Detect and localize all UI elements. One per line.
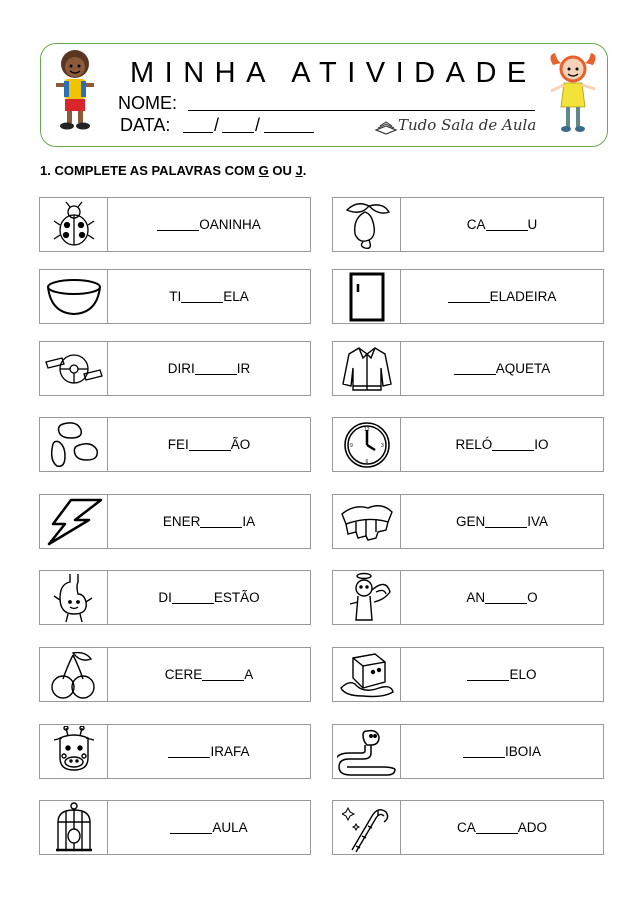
- giraffe-icon: [40, 725, 108, 778]
- word-fill: [108, 270, 310, 323]
- steering-wheel-icon: [40, 342, 108, 395]
- svg-text:9: 9: [349, 442, 353, 449]
- date-year-line[interactable]: [264, 132, 314, 133]
- svg-text:12: 12: [363, 426, 370, 433]
- blank-input[interactable]: [157, 218, 199, 231]
- cashew-icon: [333, 198, 401, 251]
- word-suffix: ESTÃO: [213, 590, 260, 605]
- blank-input[interactable]: [485, 591, 527, 604]
- word-suffix: AQUETA: [495, 361, 551, 376]
- word-card: [39, 800, 311, 855]
- date-separator: /: [255, 115, 261, 135]
- word-suffix: ELADEIRA: [489, 289, 557, 304]
- word-suffix: IR: [236, 361, 251, 376]
- word-card: [39, 494, 311, 549]
- fridge-icon: [333, 270, 401, 323]
- word-card: [332, 341, 604, 396]
- boy-illustration: [52, 47, 98, 131]
- cherries-icon: [40, 648, 108, 701]
- word-card: [332, 417, 604, 472]
- word-suffix: ADO: [517, 820, 548, 835]
- word-suffix: AULA: [212, 820, 248, 835]
- word-suffix: IVA: [527, 514, 549, 529]
- word-suffix: U: [527, 217, 538, 232]
- word-fill: [108, 418, 310, 471]
- date-day-line[interactable]: [183, 132, 213, 133]
- word-prefix: CA: [456, 820, 476, 835]
- blank-input[interactable]: [172, 591, 214, 604]
- word-suffix: IA: [242, 514, 256, 529]
- word-fill: [401, 342, 603, 395]
- word-fill: [108, 648, 310, 701]
- blank-input[interactable]: [189, 438, 231, 451]
- word-card: [39, 197, 311, 252]
- word-card: [332, 647, 604, 702]
- svg-text:6: 6: [365, 458, 368, 465]
- word-fill: [108, 725, 310, 778]
- word-fill: [108, 198, 310, 251]
- angel-icon: [333, 571, 401, 624]
- data-label: DATA:: [120, 115, 171, 135]
- beans-icon: [40, 418, 108, 471]
- blank-input[interactable]: [202, 668, 244, 681]
- word-suffix: A: [244, 667, 254, 682]
- word-card: [332, 800, 604, 855]
- word-card: [332, 724, 604, 779]
- blank-input[interactable]: [195, 362, 237, 375]
- blank-input[interactable]: [463, 745, 505, 758]
- birdcage-icon: [40, 801, 108, 854]
- blank-input[interactable]: [485, 515, 527, 528]
- stomach-icon: [40, 571, 108, 624]
- word-card: [39, 417, 311, 472]
- word-fill: [108, 342, 310, 395]
- letter-g: G: [258, 163, 269, 178]
- blank-input[interactable]: [492, 438, 534, 451]
- word-card: [332, 269, 604, 324]
- svg-text:3: 3: [380, 442, 384, 449]
- word-prefix: DI: [158, 590, 172, 605]
- word-card: [39, 341, 311, 396]
- word-fill: [401, 495, 603, 548]
- word-prefix: CERE: [164, 667, 203, 682]
- blank-input[interactable]: [448, 290, 490, 303]
- date-month-line[interactable]: [222, 132, 254, 133]
- candy-cane-icon: [333, 801, 401, 854]
- snake-icon: [333, 725, 401, 778]
- word-fill: [108, 495, 310, 548]
- word-suffix: IO: [534, 437, 549, 452]
- blank-input[interactable]: [454, 362, 496, 375]
- word-prefix: CA: [466, 217, 486, 232]
- word-prefix: FEI: [167, 437, 189, 452]
- blank-input[interactable]: [467, 668, 509, 681]
- word-fill: [401, 270, 603, 323]
- blank-input[interactable]: [181, 290, 223, 303]
- blank-input[interactable]: [476, 821, 518, 834]
- word-suffix: OANINHA: [199, 217, 261, 232]
- word-suffix: ELO: [509, 667, 537, 682]
- word-card: [332, 494, 604, 549]
- brand-name: Tudo Sala de Aula: [398, 116, 537, 134]
- word-card: [332, 197, 604, 252]
- word-prefix: RELÓ: [455, 437, 493, 452]
- blank-input[interactable]: [170, 821, 212, 834]
- blank-input[interactable]: [168, 745, 210, 758]
- word-prefix: DIRI: [167, 361, 195, 376]
- word-suffix: O: [527, 590, 538, 605]
- word-prefix: TI: [169, 289, 182, 304]
- letter-j: J: [295, 163, 303, 178]
- word-card: [39, 570, 311, 625]
- ladybug-icon: [40, 198, 108, 251]
- word-card: [39, 724, 311, 779]
- word-fill: [401, 418, 603, 471]
- instruction-suffix: .: [302, 163, 307, 178]
- ice-cube-icon: [333, 648, 401, 701]
- page-title: MINHA ATIVIDADE: [130, 57, 537, 89]
- blank-input[interactable]: [486, 218, 528, 231]
- word-prefix: ENER: [162, 514, 201, 529]
- instruction-prefix: 1. COMPLETE AS PALAVRAS COM: [40, 163, 259, 178]
- word-suffix: ÃO: [230, 437, 251, 452]
- nome-label: NOME:: [118, 93, 178, 113]
- word-fill: [108, 801, 310, 854]
- word-card: [39, 647, 311, 702]
- instruction-middle: OU: [268, 163, 296, 178]
- date-separator: /: [214, 115, 220, 135]
- word-suffix: ELA: [223, 289, 249, 304]
- jacket-icon: [333, 342, 401, 395]
- brand-logo-icon: [374, 116, 398, 136]
- word-fill: [401, 198, 603, 251]
- word-fill: [401, 571, 603, 624]
- instruction-text: [40, 163, 306, 178]
- bowl-icon: [40, 270, 108, 323]
- lightning-icon: [40, 495, 108, 548]
- nome-input-line[interactable]: [188, 110, 535, 111]
- gums-icon: [333, 495, 401, 548]
- word-fill: [401, 648, 603, 701]
- word-suffix: IBOIA: [504, 744, 541, 759]
- girl-illustration: [545, 51, 601, 137]
- word-fill: [401, 725, 603, 778]
- word-fill: [108, 571, 310, 624]
- word-prefix: GEN: [455, 514, 486, 529]
- word-fill: [401, 801, 603, 854]
- word-card: [39, 269, 311, 324]
- word-suffix: IRAFA: [210, 744, 250, 759]
- word-prefix: AN: [466, 590, 486, 605]
- clock-icon: [333, 418, 401, 471]
- blank-input[interactable]: [200, 515, 242, 528]
- word-card: [332, 570, 604, 625]
